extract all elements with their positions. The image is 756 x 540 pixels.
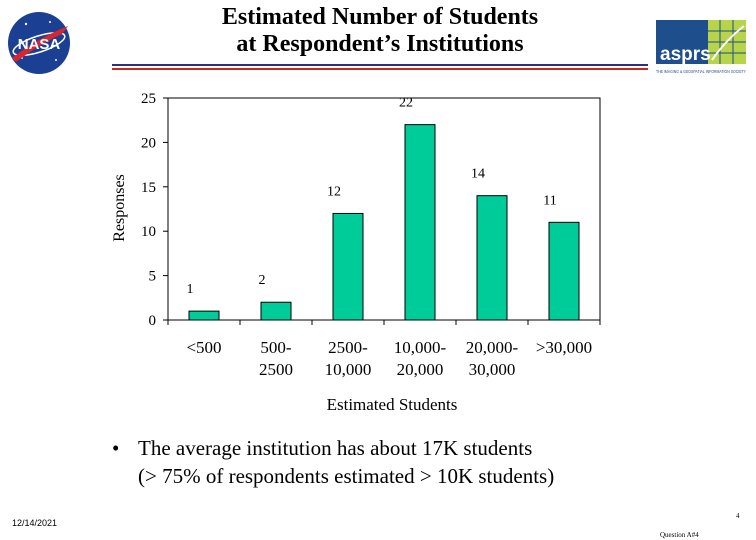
y-axis xyxy=(141,91,168,329)
title-line-1: Estimated Number of Students xyxy=(221,4,539,30)
x-axis-label: Estimated Students xyxy=(326,395,458,414)
bar xyxy=(261,302,291,320)
footer-label: Question A#4 xyxy=(660,531,699,539)
bar xyxy=(477,196,507,320)
x-tick-label: 500-2500 xyxy=(259,338,293,379)
data-label: 1 xyxy=(186,282,194,298)
footer-date: 12/14/2021 xyxy=(12,518,58,528)
data-label: 2 xyxy=(258,273,266,289)
y-tick-label: 15 xyxy=(141,179,156,196)
x-tick-label: 20,000-30,000 xyxy=(465,338,519,379)
y-tick-label: 0 xyxy=(148,313,156,329)
asprs-logo-tagline: THE IMAGING & GEOSPATIAL INFORMATION SOCIETY xyxy=(656,69,746,74)
bullet-symbol: • xyxy=(112,436,120,460)
data-label: 14 xyxy=(471,166,485,182)
data-label: 22 xyxy=(399,95,413,111)
bar xyxy=(333,213,363,320)
y-tick-label: 5 xyxy=(148,268,156,285)
y-tick-label: 20 xyxy=(141,135,156,152)
data-label: 12 xyxy=(327,184,341,200)
nasa-logo-text: NASA xyxy=(17,36,61,53)
title-line-2: at Respondent’s Institutions xyxy=(236,31,524,57)
y-axis-label: Responses xyxy=(111,174,128,242)
bullet-line-2: (> 75% of respondents estimated > 10K students) xyxy=(138,464,555,488)
bar xyxy=(189,311,219,320)
bullet-line-1: The average institution has about 17K students xyxy=(138,436,533,460)
x-tick-label: <500 xyxy=(186,338,222,357)
bar xyxy=(405,125,435,320)
bullet-text xyxy=(138,434,738,490)
y-tick-label: 10 xyxy=(141,224,156,241)
plot-area xyxy=(168,95,600,320)
bar xyxy=(549,222,579,320)
page-number: 4 xyxy=(736,512,740,520)
asprs-logo-text: asprs xyxy=(660,44,711,65)
x-tick-label: >30,000 xyxy=(535,338,593,357)
y-tick-label: 25 xyxy=(141,91,156,107)
x-axis xyxy=(168,320,600,379)
x-tick-label: 10,000-20,000 xyxy=(393,338,447,379)
data-label: 11 xyxy=(543,193,557,209)
x-tick-label: 2500-10,000 xyxy=(324,338,372,379)
